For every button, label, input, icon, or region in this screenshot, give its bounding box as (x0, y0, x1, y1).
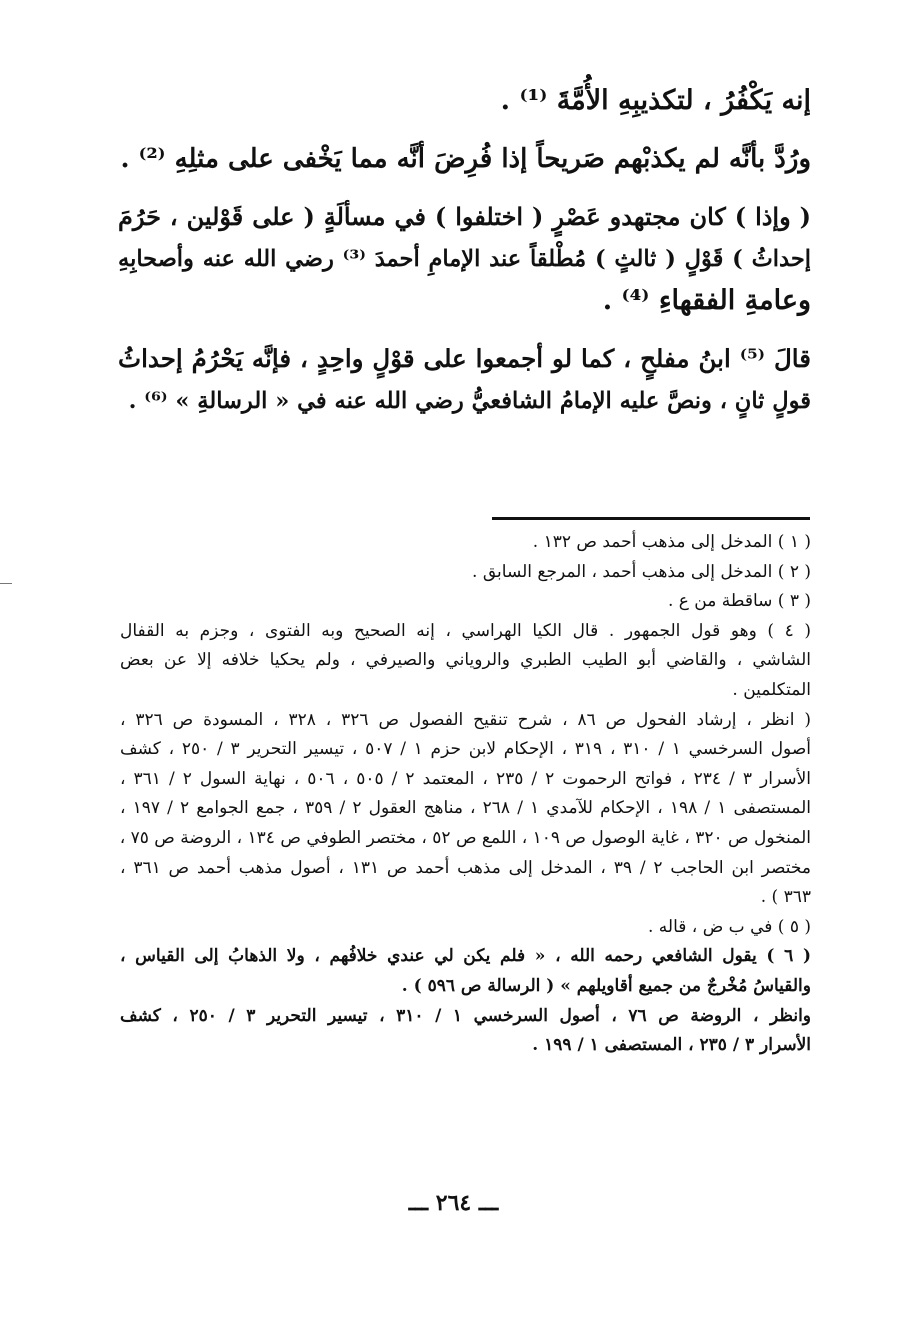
main-text (118, 80, 811, 422)
main-line-7: قولٍ ثانٍ ، ونصَّ عليه الإمامُ الشافعيُّ رضي الله عنه في « الرسالةِ » ⁽⁶⁾ . (128, 388, 811, 414)
footnotes (120, 528, 811, 1061)
footnote-line-6: المتكلمين . (732, 679, 811, 700)
footnote-line-15: ( ٦ ) يقول الشافعي رحمه الله ، « فلم يكن لي عندي خلافُهم ، ولا الذهابُ إلى القياس ، (120, 946, 811, 967)
footnote-line-14: ( ٥ ) في ب ض ، قاله . (648, 916, 811, 937)
main-line-3: ( وإذا ) كان مجتهدو عَصْرٍ ( اختلفوا ) في مسألَةٍ ( على قَوْلين ، حَرُمَ (118, 202, 811, 231)
paragraph-gap (118, 122, 811, 138)
footnote-line-3: ( ٣ ) ساقطة من ع . (667, 591, 811, 612)
paragraph-gap (118, 322, 811, 338)
footnote-line-12: مختصر ابن الحاجب ٢ / ٣٩ ، المدخل إلى مذهب أحمد ص ١٣١ ، أصول مذهب أحمد ص ٣٦١ ، (120, 857, 811, 878)
main-line-6: قالَ ⁽⁵⁾ ابنُ مفلحٍ ، كما لو أجمعوا على قوْلٍ واحِدٍ ، فإنَّه يَحْرُمُ إحداثُ (118, 344, 811, 373)
footnote-line-8: أصول السرخسي ١ / ٣١٠ ، ٣١٩ ، الإحكام لابن حزم ١ / ٥٠٧ ، تيسير التحرير ٣ / ٢٥٠ ، كشف (120, 739, 811, 760)
footnote-line-5: الشاشي ، والقاضي أبو الطيب الطبري والروياني والصيرفي ، ولم يحكيا خلافه إلا عن بعض (120, 650, 811, 671)
footnote-line-10: المستصفى ١ / ١٩٨ ، الإحكام للآمدي ١ / ٢٦٨ ، مناهج العقول ٢ / ٣٥٩ ، جمع الجوامع ٢ / ١٩٧ ، (120, 798, 811, 819)
main-line-5: وعامةِ الفقهاءِ ⁽⁴⁾ . (602, 285, 811, 316)
paragraph-gap (118, 180, 811, 196)
page-number: ـــ ٢٦٤ ـــ (408, 1190, 499, 1216)
footnote-line-9: الأسرار ٣ / ٢٣٤ ، فواتح الرحموت ٢ / ٢٣٥ ، المعتمد ٢ / ٥٠٥ ، ٥٠٦ ، نهاية السول ٢ / ٣٦١ ، (120, 768, 811, 789)
footnote-line-4: ( ٤ ) وهو قول الجمهور . قال الكيا الهراسي ، إنه الصحيح وبه الفتوى ، وجزم به القفال (120, 620, 811, 641)
footnote-line-1: ( ١ ) المدخل إلى مذهب أحمد ص ١٣٢ . (532, 532, 811, 552)
footnote-line-18: الأسرار ٣ / ٢٣٥ ، المستصفى ١ / ١٩٩ . (532, 1035, 811, 1056)
scan-edge-mark (0, 583, 12, 584)
main-line-1: إنه يَكْفُرُ ، لتكذيبِهِ الأُمَّةَ ⁽¹⁾ . (500, 85, 811, 116)
footnote-line-2: ( ٢ ) المدخل إلى مذهب أحمد ، المرجع السابق . (472, 561, 811, 582)
footnote-line-7: ( انظر ، إرشاد الفحول ص ٨٦ ، شرح تنقيح الفصول ص ٣٢٦ ، ٣٢٨ ، المسودة ص ٣٢٦ ، (120, 709, 811, 730)
main-line-4: إحداثُ ) قَوْلٍ ( ثالثٍ ) مُطْلقاً عند الإمامِ أحمدَ ⁽³⁾ رضي الله عنه وأصحابِهِ (118, 246, 811, 272)
main-line-2: ورُدَّ بأنَّه لم يكذبْهم صَريحاً إذا فُرِضَ أنَّه مما يَخْفى على مثلِهِ ⁽²⁾ . (120, 144, 811, 174)
footnote-line-17: وانظر ، الروضة ص ٧٦ ، أصول السرخسي ١ / ٣١٠ ، تيسير التحرير ٣ / ٢٥٠ ، كشف (120, 1005, 812, 1026)
footnote-divider (492, 517, 810, 520)
footnote-line-13: ٣٦٣ ) . (760, 887, 811, 908)
footnote-line-16: والقياسُ مُخْرجٌ من جميع أقاويلهم » ( الرسالة ص ٥٩٦ ) . (401, 975, 811, 996)
footnote-line-11: المنخول ص ٣٢٠ ، غاية الوصول ص ١٠٩ ، اللمع ص ٥٢ ، مختصر الطوفي ص ١٣٤ ، الروضة ص ٧٥ ، (119, 827, 811, 848)
